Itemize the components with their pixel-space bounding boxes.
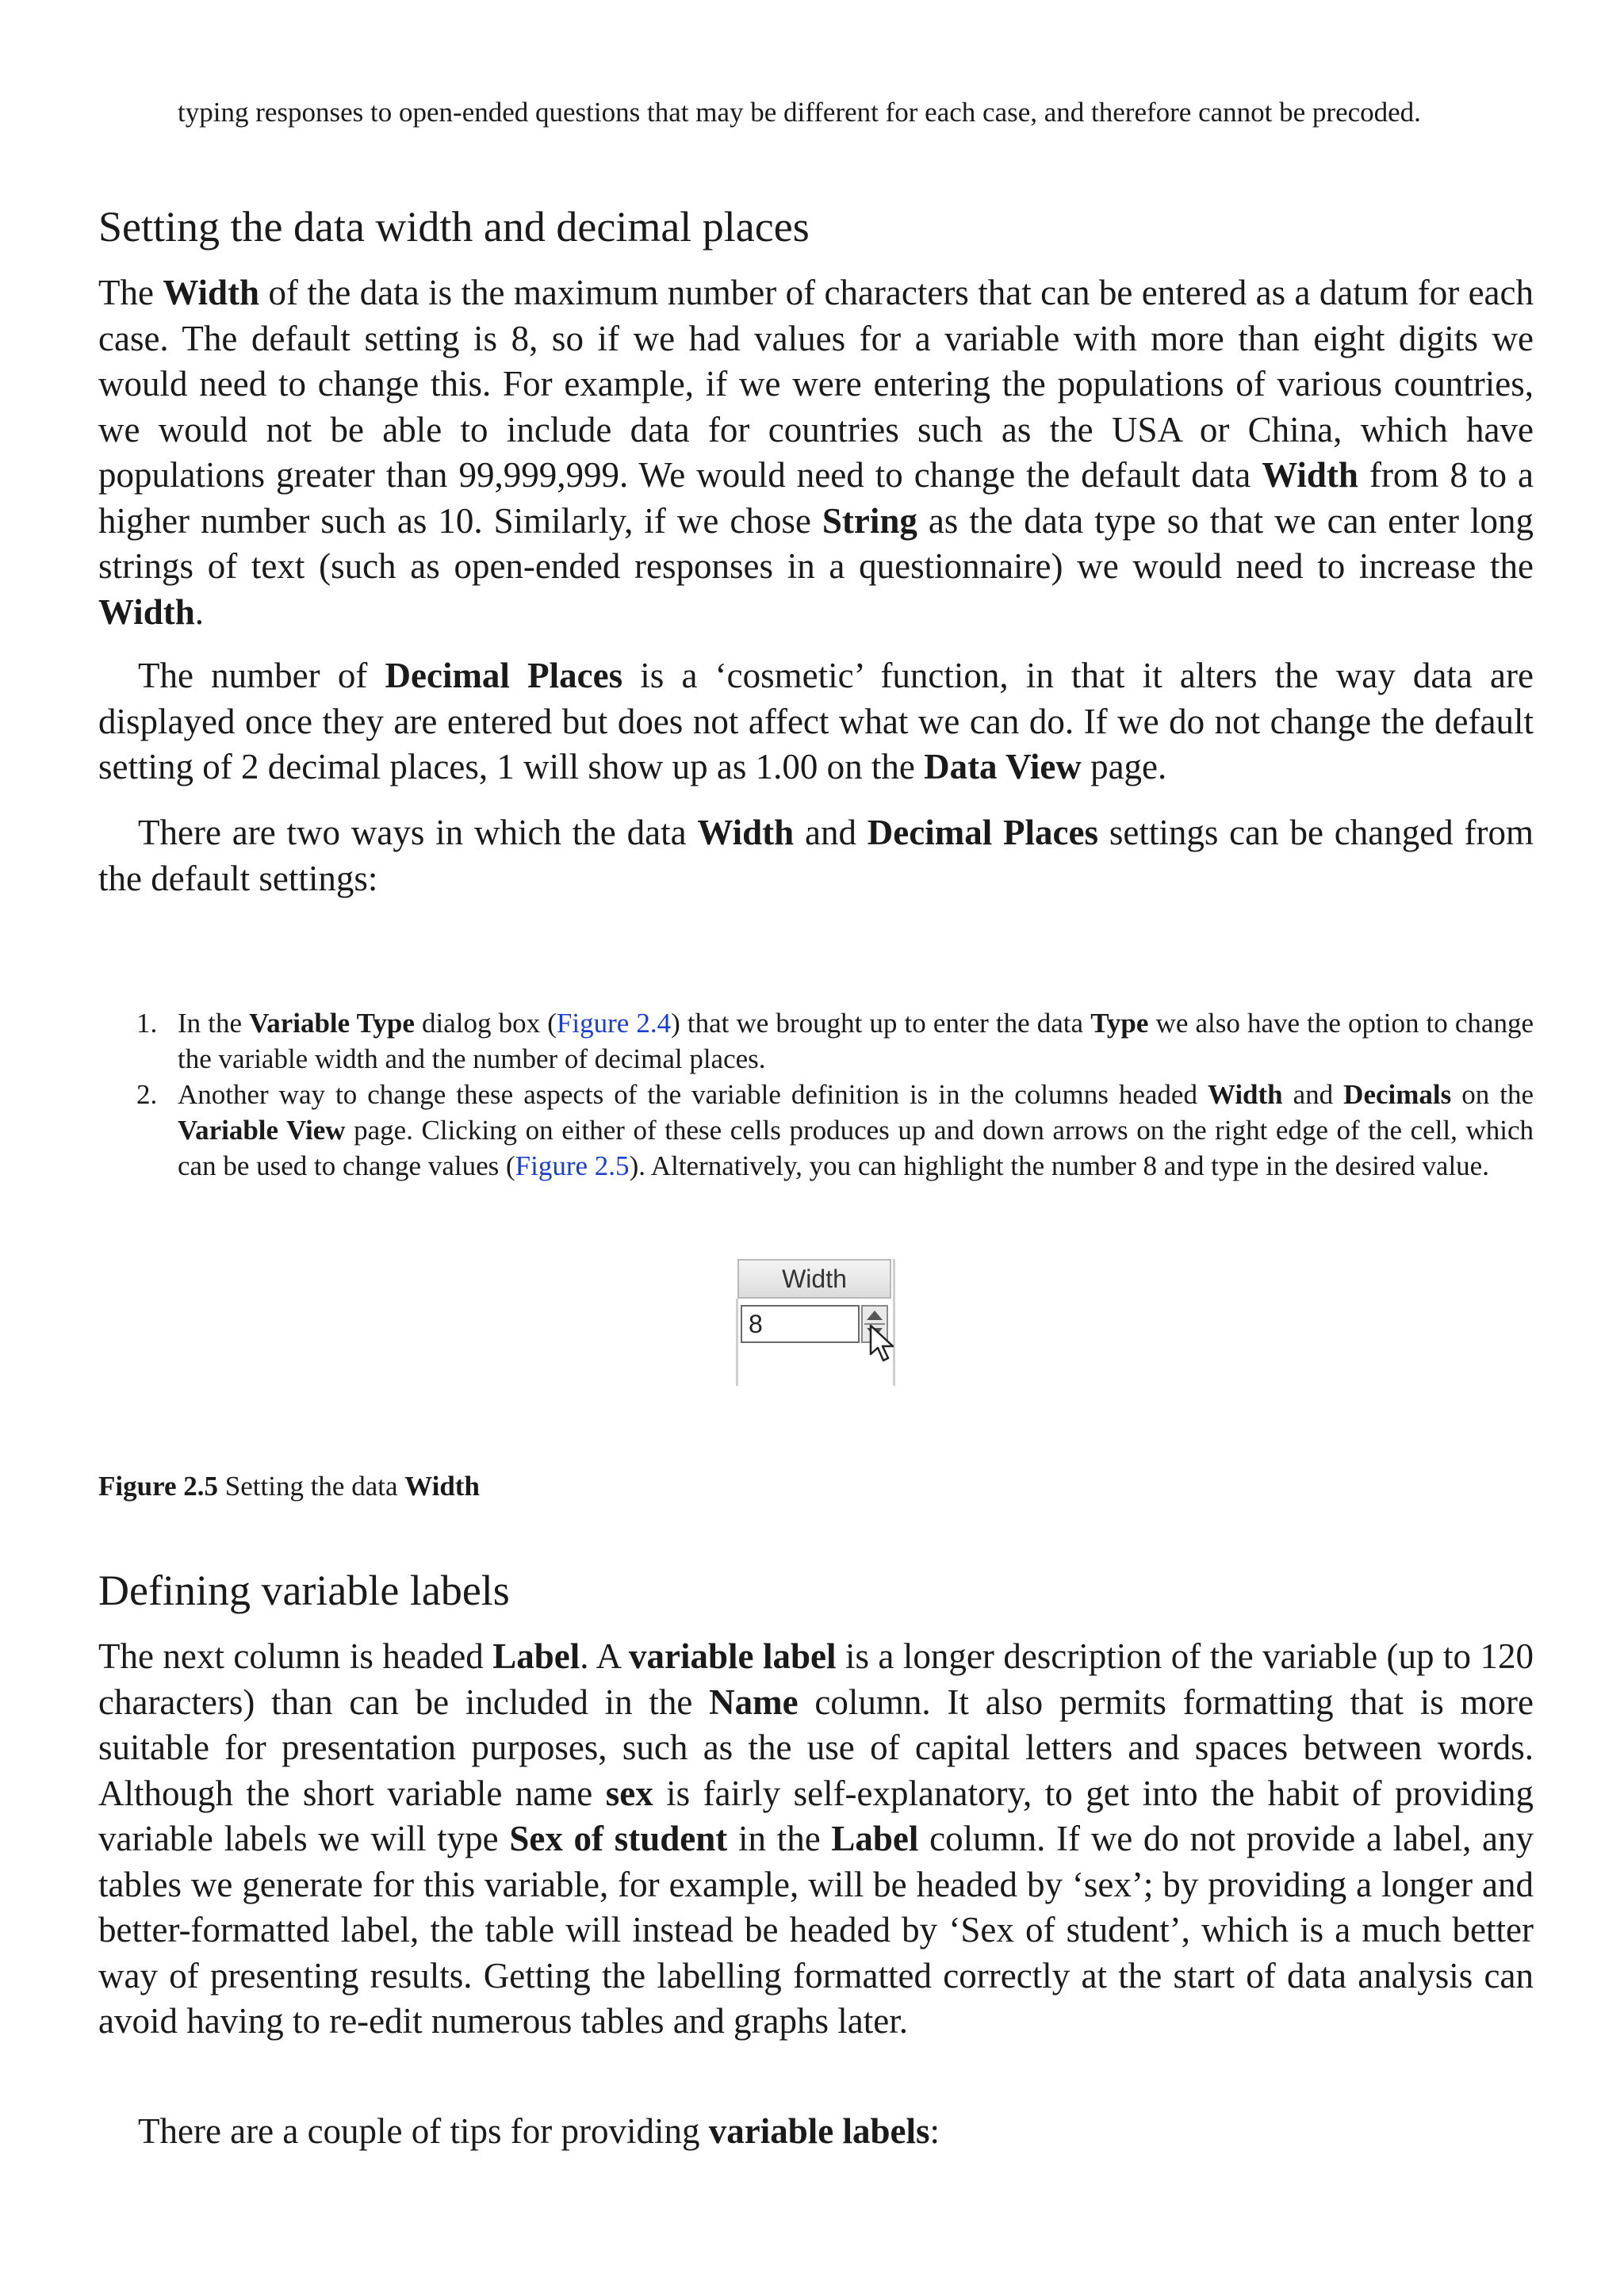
continued-text-line: typing responses to open-ended questions that may be different for each case, and therefore cannot be precoded. <box>178 97 1421 128</box>
width-column-header: Width <box>737 1259 891 1299</box>
paragraph-tips: There are a couple of tips for providing variable labels: <box>138 2111 940 2151</box>
figure-caption: Figure 2.5 Setting the data Width <box>98 1471 480 1502</box>
cell-divider <box>736 1299 738 1386</box>
figure-2-5-link[interactable]: Figure 2.5 <box>515 1150 630 1181</box>
mouse-cursor-icon <box>869 1324 898 1364</box>
section-heading-width-decimals: Setting the data width and decimal places <box>98 203 810 251</box>
steps-list <box>98 1005 1534 1184</box>
width-value-input: 8 <box>741 1305 860 1343</box>
paragraph-variable-label: The next column is headed Label. A variable label is a longer description of the variable (up to 120 characters) than can be included in the Name column. It also permits formatting that is more suitable for presentation purposes, such as the use of capital letters and spaces between words. Although the short variable name sex is fairly self-explanatory, to get into the habit of providing variable labels we will type Sex of student in the Label column. If we do not provide a label, any tables we generate for this variable, for example, will be headed by ‘sex’; by providing a longer and better-formatted label, the table will instead be headed by ‘Sex of student’, which is a much better way of presenting results. Getting the labelling formatted correctly at the start of data analysis can avoid having to re-edit numerous tables and graphs later. <box>98 1636 1534 2041</box>
figure-width-cell <box>736 1259 902 1386</box>
list-item: 2. Another way to change these aspects of the variable definition is in the columns headed Width and Decimals on the Variable View page. Clicking on either of these cells produces up and down arrows on the right edge of the cell, which can be used to change values (Figure 2.5). Alternatively, you can highlight the number 8 and type in the desired value. <box>136 1079 1534 1181</box>
paragraph-two-ways: There are two ways in which the data Width and Decimal Places settings can be changed from the default settings: <box>98 813 1534 898</box>
list-item: 1. In the Variable Type dialog box (Figure 2.4) that we brought up to enter the data Type we also have the option to change the variable width and the number of decimal places. <box>136 1008 1534 1074</box>
cell-divider <box>893 1259 895 1386</box>
figure-2-4-link[interactable]: Figure 2.4 <box>556 1008 672 1039</box>
section-heading-variable-labels: Defining variable labels <box>98 1567 510 1614</box>
paragraph-width: The Width of the data is the maximum number of characters that can be entered as a datum for each case. The default setting is 8, so if we had values for a variable with more than eight digits we would need to change this. For example, if we were entering the populations of various countries, we would not be able to include data for countries such as the USA or China, which have populations greater than 99,999,999. We would need to change the default data Width from 8 to a higher number such as 10. Similarly, if we chose String as the data type so that we can enter long strings of text (such as open-ended responses in a questionnaire) we would need to increase the Width. <box>98 273 1534 632</box>
paragraph-decimal-places: The number of Decimal Places is a ‘cosmetic’ function, in that it alters the way data are displayed once they are entered but does not affect what we can do. If we do not change the default setting of 2 decimal places, 1 will show up as 1.00 on the Data View page. <box>98 656 1534 786</box>
